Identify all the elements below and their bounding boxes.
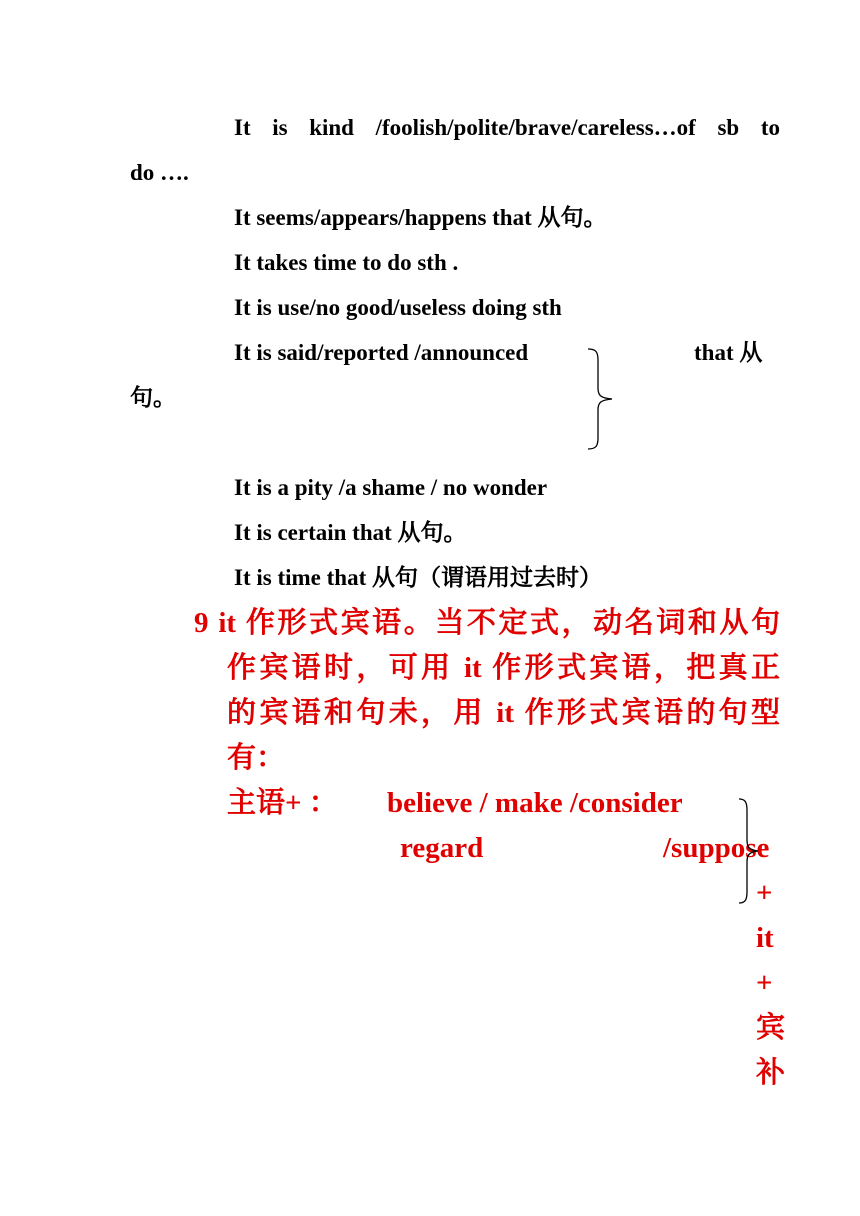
- pattern-said-tail: 句。: [130, 385, 176, 410]
- verbs-line2-regard: regard: [400, 832, 484, 864]
- pattern-said: It is said/reported /announced: [234, 340, 529, 365]
- pattern-kind-line2: do ….: [130, 160, 189, 185]
- tail-plus-1: +: [756, 877, 773, 909]
- tail-plus-2: +: [756, 967, 773, 999]
- pattern-kind-line1: It is kind /foolish/polite/brave/careless…of sb to: [234, 115, 780, 140]
- tail-it: it: [756, 922, 774, 954]
- verbs-line1: believe / make /consider: [387, 787, 683, 819]
- pattern-said-that: that 从: [694, 340, 763, 365]
- verbs-line2-suppose: /suppose: [663, 832, 770, 864]
- pattern-pity: It is a pity /a shame / no wonder: [234, 475, 548, 500]
- pattern-time: It is time that 从句（谓语用过去时）: [234, 565, 602, 590]
- pattern-certain: It is certain that 从句。: [234, 520, 467, 545]
- pattern-seems: It seems/appears/happens that 从句。: [234, 205, 607, 230]
- section9-heading: 9 it 作形式宾语。当不定式，动名词和从句: [194, 607, 780, 639]
- section9-line3: 的宾语和句未，用 it 作形式宾语的句型: [227, 697, 780, 729]
- pattern-use: It is use/no good/useless doing sth: [234, 295, 562, 320]
- tail-bin: 宾: [756, 1012, 786, 1044]
- section9-line4: 有：: [227, 742, 286, 774]
- pattern-takes: It takes time to do sth .: [234, 250, 459, 275]
- tail-bu: 补: [756, 1057, 786, 1089]
- curly-brace-icon: [584, 346, 624, 454]
- subject-label: 主语+ ：: [227, 787, 338, 819]
- section9-line2: 作宾语时，可用 it 作形式宾语，把真正: [227, 652, 780, 684]
